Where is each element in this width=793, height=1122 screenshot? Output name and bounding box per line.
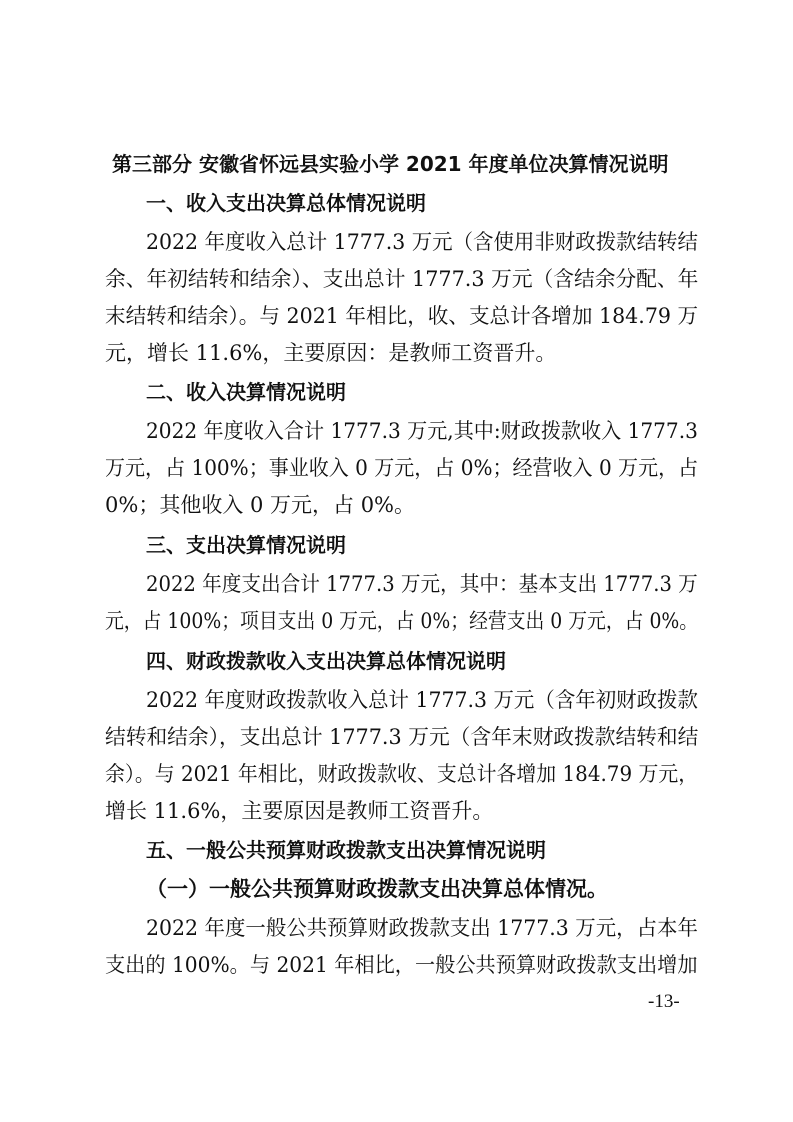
paragraph-line: 2022 年度财政拨款收入总计 1777.3 万元（含年初财政拨款 [146, 688, 698, 712]
paragraph-line: 元，增长 11.6%，主要原因：是教师工资晋升。 [105, 341, 557, 365]
section-heading-1: 一、收入支出决算总体情况说明 [146, 191, 426, 215]
paragraph-line: 余）。与 2021 年相比，财政拨款收、支总计各增加 184.79 万元， [105, 762, 699, 786]
paragraph-line: 2022 年度支出合计 1777.3 万元，其中：基本支出 1777.3 万 [146, 572, 698, 596]
paragraph-line: 2022 年度收入合计 1777.3 万元,其中:财政拨款收入 1777.3 [146, 419, 698, 443]
paragraph-line: 2022 年度一般公共预算财政拨款支出 1777.3 万元，占本年 [146, 916, 698, 940]
paragraph-line: 结转和结余），支出总计 1777.3 万元（含年末财政拨款结转和结 [105, 725, 699, 749]
paragraph-line: 2022 年度收入总计 1777.3 万元（含使用非财政拨款结转结 [146, 230, 698, 254]
paragraph-line: 支出的 100%。与 2021 年相比，一般公共预算财政拨款支出增加 [105, 953, 698, 977]
paragraph-line: 增长 11.6%，主要原因是教师工资晋升。 [105, 799, 494, 823]
sub-heading: （一）一般公共预算财政拨款支出决算总体情况。 [146, 876, 608, 901]
page-title: 第三部分 安徽省怀远县实验小学 2021 年度单位决算情况说明 [112, 152, 669, 176]
page-number: -13- [648, 991, 680, 1012]
section-heading-5: 五、一般公共预算财政拨款支出决算情况说明 [146, 838, 546, 862]
paragraph-line: 万元，占 100%；事业收入 0 万元，占 0%；经营收入 0 万元，占 [105, 456, 699, 480]
paragraph-line: 0%；其他收入 0 万元，占 0%。 [105, 493, 416, 517]
section-heading-4: 四、财政拨款收入支出决算总体情况说明 [146, 649, 506, 673]
paragraph-line: 末结转和结余）。与 2021 年相比，收、支总计各增加 184.79 万 [105, 304, 699, 328]
paragraph-line: 余、年初结转和结余）、支出总计 1777.3 万元（含结余分配、年 [105, 267, 699, 291]
paragraph-line: 元，占 100%；项目支出 0 万元，占 0%；经营支出 0 万元，占 0%。 [105, 609, 699, 633]
section-heading-3: 三、支出决算情况说明 [146, 533, 346, 557]
section-heading-2: 二、收入决算情况说明 [146, 380, 346, 404]
